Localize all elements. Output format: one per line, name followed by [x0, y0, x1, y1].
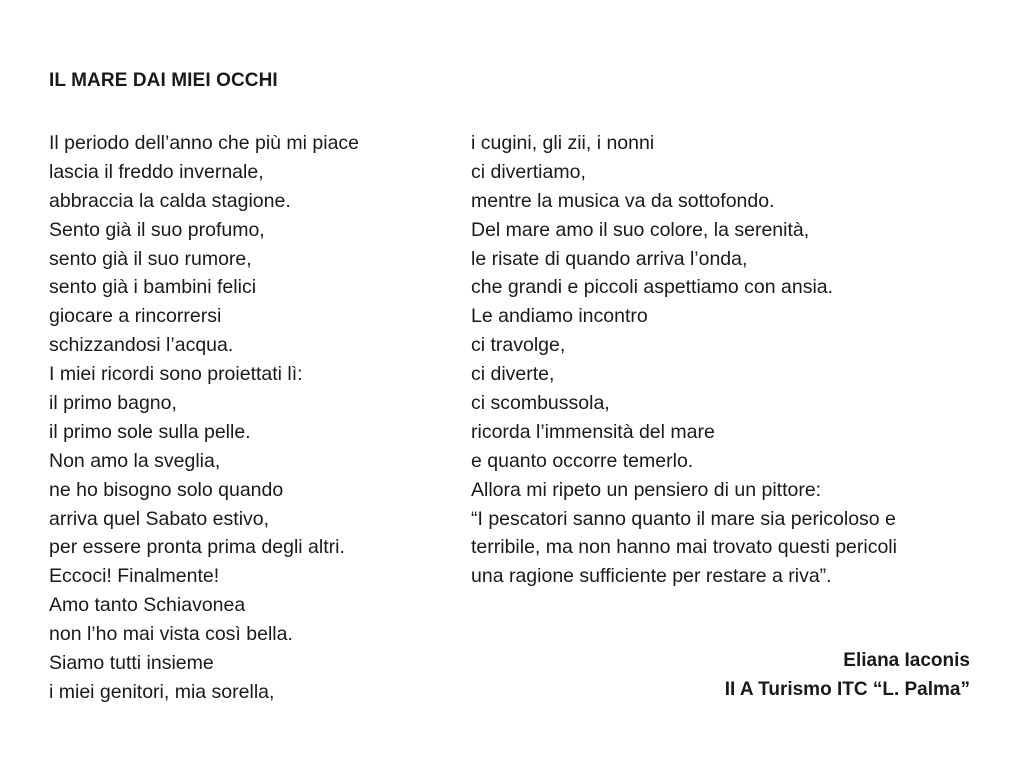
poem-line: lascia il freddo invernale, [49, 160, 264, 183]
poem-line: per essere pronta prima degli altri. [49, 536, 345, 559]
poem-right-column [471, 129, 991, 591]
poem-line: schizzandosi l’acqua. [49, 334, 234, 357]
poem-line: Del mare amo il suo colore, la serenità, [471, 218, 810, 241]
poem-line: arriva quel Sabato estivo, [49, 507, 270, 530]
poem-line: ci travolge, [471, 334, 566, 357]
poem-line: il primo sole sulla pelle. [49, 420, 251, 443]
poem-line: che grandi e piccoli aspettiamo con ansia. [471, 276, 834, 299]
poem-title: IL MARE DAI MIEI OCCHI [49, 70, 278, 91]
poem-line: Non amo la sveglia, [49, 449, 221, 472]
poem-line: i cugini, gli zii, i nonni [471, 132, 655, 154]
poem-line: mentre la musica va da sottofondo. [471, 189, 775, 212]
poem-line: sento già il suo rumore, [49, 247, 252, 270]
signature-block [725, 647, 970, 704]
poem-line: ci divertiamo, [471, 160, 586, 183]
poem-line: Sento già il suo profumo, [49, 218, 265, 241]
poem-line: ci diverte, [471, 363, 555, 386]
poem-line: ricorda l’immensità del mare [471, 420, 715, 443]
poem-line: le risate di quando arriva l’onda, [471, 247, 748, 270]
author-name: Eliana Iaconis [843, 650, 970, 671]
poem-line: I miei ricordi sono proiettati lì: [49, 363, 303, 386]
poem-line: “I pescatori sanno quanto il mare sia pericoloso e [471, 507, 896, 530]
poem-line: ne ho bisogno solo quando [49, 478, 284, 501]
poem-line: Allora mi ripeto un pensiero di un pittore: [471, 478, 822, 501]
poem-line: il primo bagno, [49, 392, 177, 415]
poem-line: una ragione sufficiente per restare a riva”. [471, 565, 832, 588]
poem-line: Amo tanto Schiavonea [49, 594, 246, 617]
poem-line: Siamo tutti insieme [49, 652, 214, 675]
poem-line: i miei genitori, mia sorella, [49, 680, 275, 703]
poem-line: abbraccia la calda stagione. [49, 189, 291, 212]
poem-line: Il periodo dell’anno che più mi piace [49, 132, 360, 154]
poem-line: giocare a rincorrersi [49, 305, 222, 328]
class-school: II A Turismo ITC “L. Palma” [724, 678, 970, 700]
poem-line: non l’ho mai vista così bella. [49, 623, 293, 646]
poem-line: e quanto occorre temerlo. [471, 449, 694, 472]
poem-line: sento già i bambini felici [49, 276, 257, 299]
poem-line: Eccoci! Finalmente! [49, 565, 220, 588]
poem-line: Le andiamo incontro [471, 305, 648, 328]
poem-line: terribile, ma non hanno mai trovato questi pericoli [471, 536, 897, 559]
poem-line: ci scombussola, [471, 392, 610, 415]
poem-left-column [49, 129, 449, 707]
